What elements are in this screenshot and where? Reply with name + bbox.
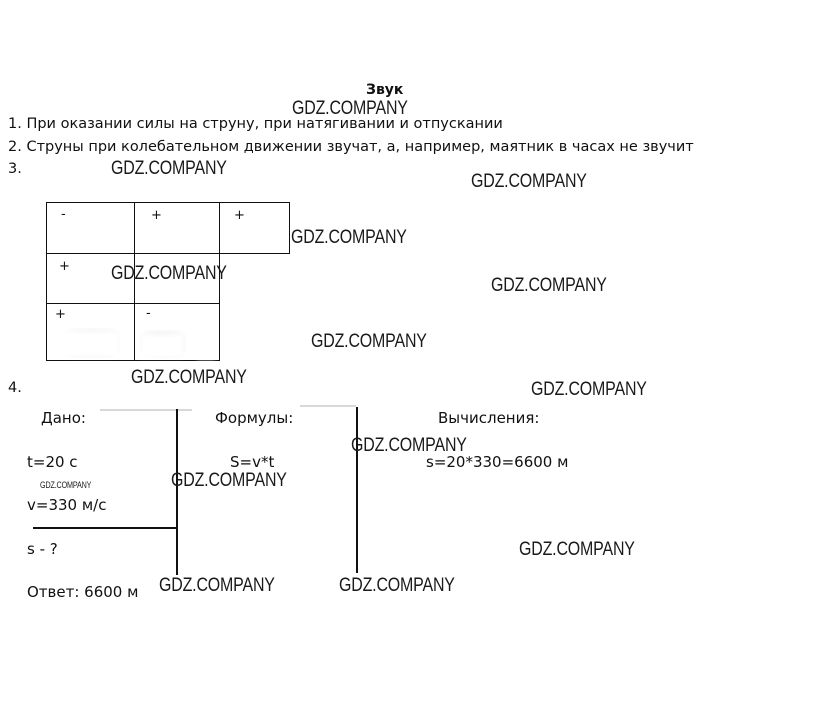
table-cell-r1c1: - [61,207,66,222]
formula-text: S=v*t [230,453,275,471]
given-time: t=20 с [27,453,78,471]
calculation-text: s=20*330=6600 м [426,453,569,471]
item-4-number: 4. [8,380,22,396]
watermark: GDZ.COMPANY [291,227,407,248]
watermark: GDZ.COMPANY [351,435,467,456]
item-3-number: 3. [8,161,22,177]
document-title: Звук [366,82,404,98]
table-cell-r1c2: + [151,208,162,223]
watermark-small: GDZ.COMPANY [40,480,92,490]
given-speed: v=330 м/с [27,496,107,514]
watermark: GDZ.COMPANY [339,575,455,596]
table-cell-r1c3: + [234,208,245,223]
watermark: GDZ.COMPANY [159,575,275,596]
answer-line-2: 2. Струны при колебательном движении звучат, а, например, маятник в часах не звучит [8,139,694,155]
watermark: GDZ.COMPANY [131,367,247,388]
given-header: Дано: [41,409,86,427]
table-cell-r3c2: - [146,306,151,321]
watermark: GDZ.COMPANY [519,539,635,560]
calculations-header: Вычисления: [438,409,540,427]
watermark: GDZ.COMPANY [292,98,408,119]
find-distance: s - ? [27,540,58,558]
watermark: GDZ.COMPANY [491,275,607,296]
watermark: GDZ.COMPANY [531,379,647,400]
watermark: GDZ.COMPANY [111,158,227,179]
watermark: GDZ.COMPANY [471,171,587,192]
answer-line-1: 1. При оказании силы на струну, при натягивании и отпускании [8,116,503,132]
answer-text: Ответ: 6600 м [27,583,139,601]
watermark: GDZ.COMPANY [171,470,287,491]
table-cell-r3c1: + [55,307,66,322]
watermark: GDZ.COMPANY [311,331,427,352]
formulas-header: Формулы: [215,409,294,427]
watermark: GDZ.COMPANY [111,263,227,284]
table-cell-r2c1: + [59,259,70,274]
